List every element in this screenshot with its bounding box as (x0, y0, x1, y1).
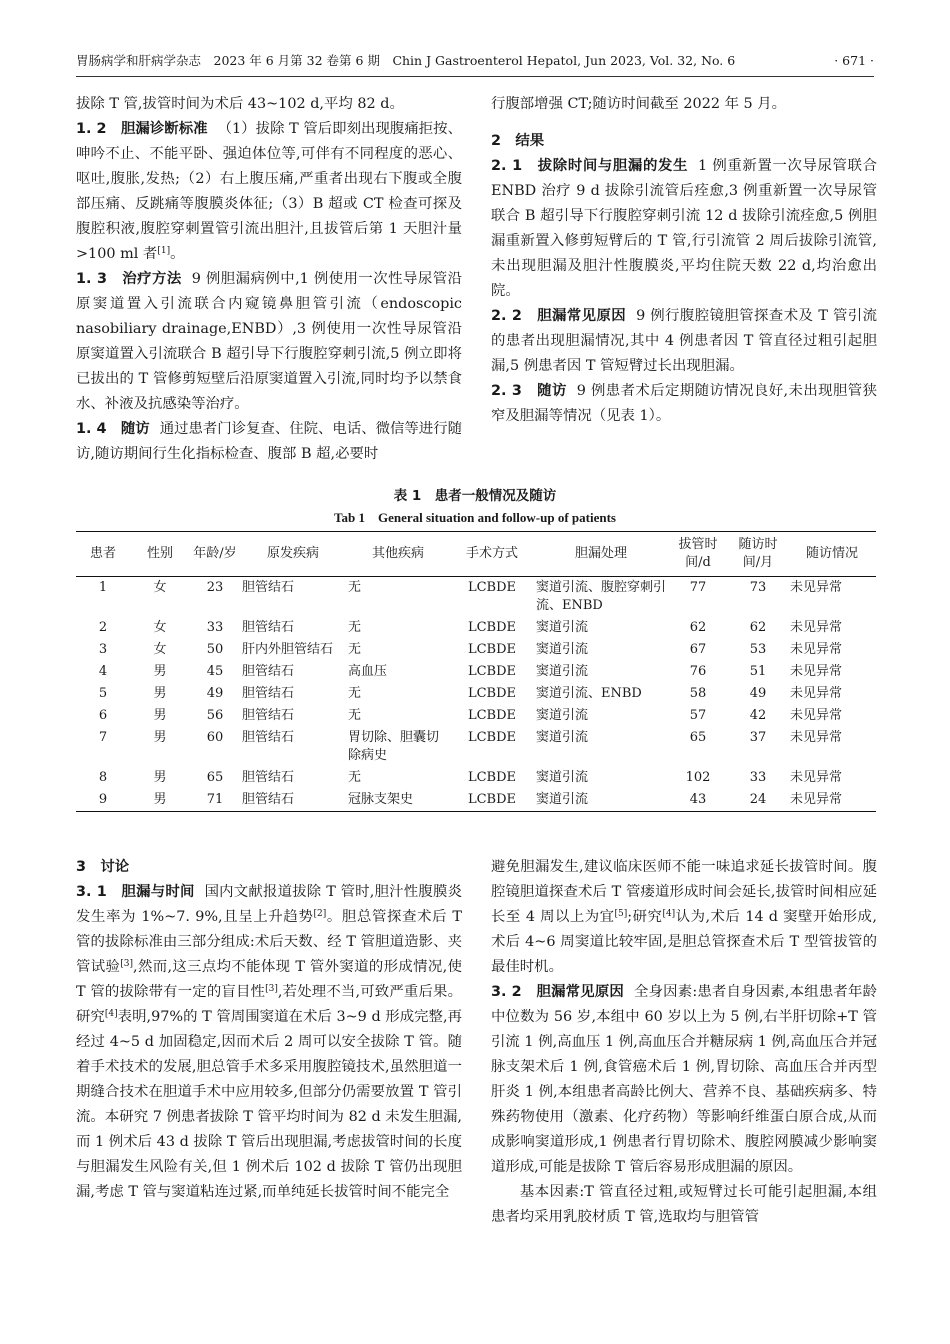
section-heading: 2. 2 胆漏常见原因 (491, 308, 627, 324)
citation: [1] (157, 246, 171, 256)
table-cell: 胆管结石 (242, 580, 295, 595)
table-cell: 62 (689, 620, 707, 635)
table-cell: 76 (689, 664, 707, 679)
table-cell: 男 (153, 708, 167, 723)
table-cell: 23 (206, 580, 224, 595)
table-row (76, 661, 876, 683)
table-cell: 24 (749, 792, 767, 807)
right-column-bottom (491, 855, 877, 1230)
table-cell: 50 (206, 642, 224, 657)
paragraph-text: 。胆总管探查术后 T 管的拔除标准由三部分组成:术后天数、经 T 管胆道造影、夹管试验 (76, 909, 462, 975)
paragraph-text: 通过患者门诊复查、住院、电话、微信等进行随访,随访期间行生化指标检查、腹部 B 超,必要时 (76, 421, 462, 462)
table-row (76, 639, 876, 661)
paragraph-text: 1 例重新置一次导尿管联合 ENBD 治疗 9 d 拔除引流管后痊愈,3 例重新置一次导尿管联合 B 超引导下行腹腔穿刺引流 12 d 拔除引流痊愈,5 例胆漏重新置入修剪短臂后的 T 管,行引流管 2 周后拔除引流管,未出现胆漏及胆汁性腹膜炎,平均住院天数 22 d,均治愈出院。 (491, 158, 877, 299)
citation: [5] (614, 909, 628, 919)
table-cell: 2 (98, 620, 108, 635)
table-cell: 未见异常 (790, 642, 843, 657)
table-cell: 无 (348, 580, 362, 595)
citation: [4] (662, 909, 676, 919)
table-cell: 58 (689, 686, 707, 701)
table-cell: 胆管结石 (242, 792, 295, 807)
table-cell: 6 (98, 708, 108, 723)
table-cell: 3 (98, 642, 108, 657)
table-cell: LCBDE (467, 792, 517, 807)
col-header: 原发疾病 (266, 546, 319, 561)
table-row (76, 577, 876, 618)
table-cell: 胆管结石 (242, 730, 295, 745)
citation: [3] (265, 984, 278, 994)
table-cell: 9 (98, 792, 108, 807)
table-cell: 胆管结石 (242, 686, 295, 701)
table-row (76, 767, 876, 789)
table-cell: 无 (348, 686, 362, 701)
table-cell: 71 (206, 792, 224, 807)
paragraph-text: ,然而,这三点均不能体现 T 管外窦道的形成情况,使 T 管的拔除带有一定的盲目性 (76, 959, 462, 1000)
page-number: · 671 · (834, 53, 874, 68)
table-cell: 胆管结石 (242, 664, 295, 679)
section-2-1 (491, 154, 877, 304)
section-heading: 1. 4 随访 (76, 421, 150, 437)
col-header: 拔管时间/d (678, 537, 718, 570)
section-2-heading: 2 结果 (491, 133, 545, 149)
col-header: 性别 (146, 546, 173, 561)
table-cell: 窦道引流、ENBD (536, 686, 642, 701)
table-cell: 窦道引流 (536, 730, 589, 745)
punctuation: 。 (170, 246, 185, 262)
table-cell: 无 (348, 620, 362, 635)
table-body (76, 577, 876, 812)
table-cell: 49 (749, 686, 767, 701)
patient-table (76, 531, 876, 812)
paragraph-text: 避免胆漏发生,建议临床医师不能一味追求延长拔管时间。腹腔镜胆道探查术后 T 管瘘道形成时间会延长,拔管时间相应延长至 4 周以上为宜 (491, 859, 877, 925)
table-cell: 高血压 (348, 664, 388, 679)
table-cell: LCBDE (467, 580, 517, 595)
table-cell: 42 (749, 708, 767, 723)
col-header: 手术方式 (465, 546, 518, 561)
table-cell: 7 (98, 730, 108, 745)
table-cell: 33 (206, 620, 224, 635)
table-cell: 37 (749, 730, 767, 745)
table-cell: 胃切除、胆囊切除病史 (348, 730, 440, 763)
table-cell: 男 (153, 770, 167, 785)
table-cell: 65 (206, 770, 224, 785)
table-cell: 49 (206, 686, 224, 701)
table-cell: 无 (348, 708, 362, 723)
table-cell: 未见异常 (790, 770, 843, 785)
table-cell: 未见异常 (790, 664, 843, 679)
table-cell: 73 (749, 580, 767, 595)
section-heading: 1. 2 胆漏诊断标准 (76, 121, 208, 137)
table-row (76, 705, 876, 727)
col-header: 随访情况 (805, 546, 858, 561)
paragraph (491, 855, 877, 980)
col-header: 年龄/岁 (193, 546, 237, 561)
table-cell: LCBDE (467, 730, 517, 745)
paragraph-text: ;研究 (627, 909, 663, 925)
table-cell: 53 (749, 642, 767, 657)
table-cell: 57 (689, 708, 707, 723)
table-caption-cn: 表 1 患者一般情况及随访 (393, 488, 557, 504)
table-cell: LCBDE (467, 620, 517, 635)
section-heading: 3. 2 胆漏常见原因 (491, 984, 624, 1000)
table-cell: 无 (348, 770, 362, 785)
paragraph-text: 全身因素:患者自身因素,本组患者年龄中位数为 56 岁,本组中 60 岁以上为 5 例,右半肝切除+T 管引流 1 例,高血压 1 例,高血压合并糖尿病 1 例,高血压合并冠脉支架术后 1 例,食管癌术后 1 例,胃切除、高血压合并丙型肝炎 1 例,本组患者高龄比例大、营养不良、基础疾病多、特殊药物使用（激素、化疗药物）等影响纤维蛋白原合成,从而成影响窦道形成,1 例患者行胃切除术、腹腔网膜减少影响窦道形成,可能是拔除 T 管后容易形成胆漏的原因。 (491, 984, 877, 1175)
table-cell: LCBDE (467, 770, 517, 785)
table-row (76, 683, 876, 705)
paragraph-text: ,若处理不当,可致严重后果。研究 (76, 984, 462, 1025)
table-cell: 未见异常 (790, 686, 843, 701)
left-column-top (76, 92, 462, 467)
table-cell: 无 (348, 642, 362, 657)
table-cell: 男 (153, 792, 167, 807)
journal-info: 胃肠病学和肝病学杂志 2023 年 6 月第 32 卷第 6 期 Chin J Gastroenterol Hepatol, Jun 2023, Vol. 32, No. 6 (76, 53, 736, 68)
table-caption-en: Tab 1 General situation and follow-up of patients (334, 510, 616, 525)
table-cell: 窦道引流、腹腔穿刺引流、ENBD (536, 580, 667, 613)
table-cell: 未见异常 (790, 708, 843, 723)
table-cell: 67 (689, 642, 707, 657)
table-cell: 女 (153, 642, 167, 657)
table-cell: 43 (689, 792, 707, 807)
section-1-3 (76, 267, 462, 417)
section-1-2 (76, 117, 462, 267)
table-cell: 102 (685, 770, 711, 785)
section-heading: 2. 1 拔除时间与胆漏的发生 (491, 158, 689, 174)
table-header-row (76, 532, 876, 577)
left-column-bottom (76, 855, 462, 1205)
section-3-2 (491, 980, 877, 1180)
table-cell: 窦道引流 (536, 620, 589, 635)
table-cell: 33 (749, 770, 767, 785)
citation: [3] (120, 959, 134, 969)
table-cell: 男 (153, 730, 167, 745)
section-heading: 3. 1 胆漏与时间 (76, 884, 195, 900)
paragraph: 基本因素:T 管直径过粗,或短臂过长可能引起胆漏,本组患者均采用乳胶材质 T 管,选取均与胆管管 (491, 1184, 877, 1225)
table-cell: 冠脉支架史 (348, 792, 414, 807)
table-cell: 窦道引流 (536, 792, 589, 807)
table-cell: 肝内外胆管结石 (242, 642, 334, 657)
table-cell: 女 (153, 620, 167, 635)
col-header: 随访时间/月 (738, 537, 778, 570)
table-cell: LCBDE (467, 664, 517, 679)
table-cell: LCBDE (467, 642, 517, 657)
table-cell: 未见异常 (790, 792, 843, 807)
table-cell: 胆管结石 (242, 620, 295, 635)
table-cell: 窦道引流 (536, 708, 589, 723)
table-cell: 8 (98, 770, 108, 785)
table-cell: 未见异常 (790, 730, 843, 745)
paragraph-text: 9 例行腹腔镜胆管探查术及 T 管引流的患者出现胆漏情况,其中 4 例患者因 T 管直径过粗引起胆漏,5 例患者因 T 管短臂过长出现胆漏。 (491, 308, 877, 374)
paragraph: 拔除 T 管,拔管时间为术后 43~102 d,平均 82 d。 (76, 96, 404, 112)
table-cell: 窦道引流 (536, 642, 589, 657)
section-heading: 2. 3 随访 (491, 383, 567, 399)
table-row (76, 617, 876, 639)
paragraph-text: 9 例胆漏病例中,1 例使用一次性导尿管沿原窦道置入引流联合内窥镜鼻胆管引流（endoscopic nasobiliary drainage,ENBD）,3 例使用一次性导尿管沿原窦道置入引流联合 B 超引导下行腹腔穿刺引流,5 例立即将已拔出的 T 管修剪短壁后沿原窦道置入引流,同时均予以禁食水、补液及抗感染等治疗。 (76, 271, 462, 412)
section-2-2 (491, 304, 877, 379)
table-cell: 56 (206, 708, 224, 723)
section-3-heading: 3 讨论 (76, 859, 130, 875)
col-header: 胆漏处理 (574, 546, 627, 561)
table-cell: 65 (689, 730, 707, 745)
table-cell: 男 (153, 686, 167, 701)
right-column-top (491, 92, 877, 429)
col-header: 患者 (89, 546, 116, 561)
section-2-3 (491, 379, 877, 429)
table-cell: 窦道引流 (536, 770, 589, 785)
table-cell: 4 (98, 664, 108, 679)
section-heading: 1. 3 治疗方法 (76, 271, 182, 287)
paragraph: 行腹部增强 CT;随访时间截至 2022 年 5 月。 (491, 96, 787, 112)
table-cell: 45 (206, 664, 224, 679)
table-cell: 1 (98, 580, 108, 595)
paragraph-text: 国内文献报道拔除 T 管时,胆汁性腹膜炎发生率为 1%~7. 9%,且呈上升趋势 (76, 884, 462, 925)
table-cell: 51 (749, 664, 767, 679)
citation: [4] (104, 1009, 118, 1019)
spacer (491, 117, 877, 129)
paragraph-text: （1）拔除 T 管后即刻出现腹痛拒按、呻吟不止、不能平卧、强迫体位等,可伴有不同程度的恶心、呕吐,腹胀,发热;（2）右上腹压痛,严重者出现右下腹或全腹部压痛、反跳痛等腹膜炎体征;（3）B 超或 CT 检查可探及腹腔积液,腹腔穿刺置管引流出胆汁,且拔管后第 1 天胆汁量>100 ml 者 (76, 121, 463, 262)
table-cell: 窦道引流 (536, 664, 589, 679)
table-cell: LCBDE (467, 708, 517, 723)
table-cell: LCBDE (467, 686, 517, 701)
table-cell: 女 (153, 580, 167, 595)
table-cell: 未见异常 (790, 580, 843, 595)
paragraph-text: 9 例患者术后定期随访情况良好,未出现胆管狭窄及胆漏等情况（见表 1）。 (491, 383, 877, 424)
paragraph-text: 表明,97%的 T 管周围窦道在术后 3~9 d 形成完整,再经过 4~5 d 加固稳定,因而术后 2 周可以安全拔除 T 管。随着手术技术的发展,胆总管手术多采用腹腔镜技术,虽然胆道一期缝合技术在胆道手术中应用较多,但部分仍需要放置 T 管引流。本研究 7 例患者拔除 T 管平均时间为 82 d 未发生胆漏,而 1 例术后 43 d 拔除 T 管后出现胆漏,考虑拔管时间的长度与胆漏发生风险有关,但 1 例术后 102 d 拔除 T 管仍出现胆漏,考虑 T 管与窦道粘连过紧,而单纯延长拔管时间不能完全 (76, 1009, 462, 1200)
citation: [2] (313, 909, 327, 919)
table-cell: 60 (206, 730, 224, 745)
table-row (76, 789, 876, 812)
table-cell: 77 (689, 580, 707, 595)
table-cell: 5 (98, 686, 108, 701)
table-cell: 胆管结石 (242, 708, 295, 723)
table-cell: 未见异常 (790, 620, 843, 635)
table-cell: 男 (153, 664, 167, 679)
col-header: 其他疾病 (371, 546, 424, 561)
table-cell: 胆管结石 (242, 770, 295, 785)
table-cell: 62 (749, 620, 767, 635)
table-row (76, 727, 876, 767)
section-3-1 (76, 880, 462, 1205)
paragraph-text: 认为,术后 14 d 窦壁开始形成,术后 4~6 周窦道比较牢固,是胆总管探查术后 T 型管拔管的最佳时机。 (491, 909, 877, 975)
section-1-4 (76, 417, 462, 467)
running-header (76, 50, 874, 77)
